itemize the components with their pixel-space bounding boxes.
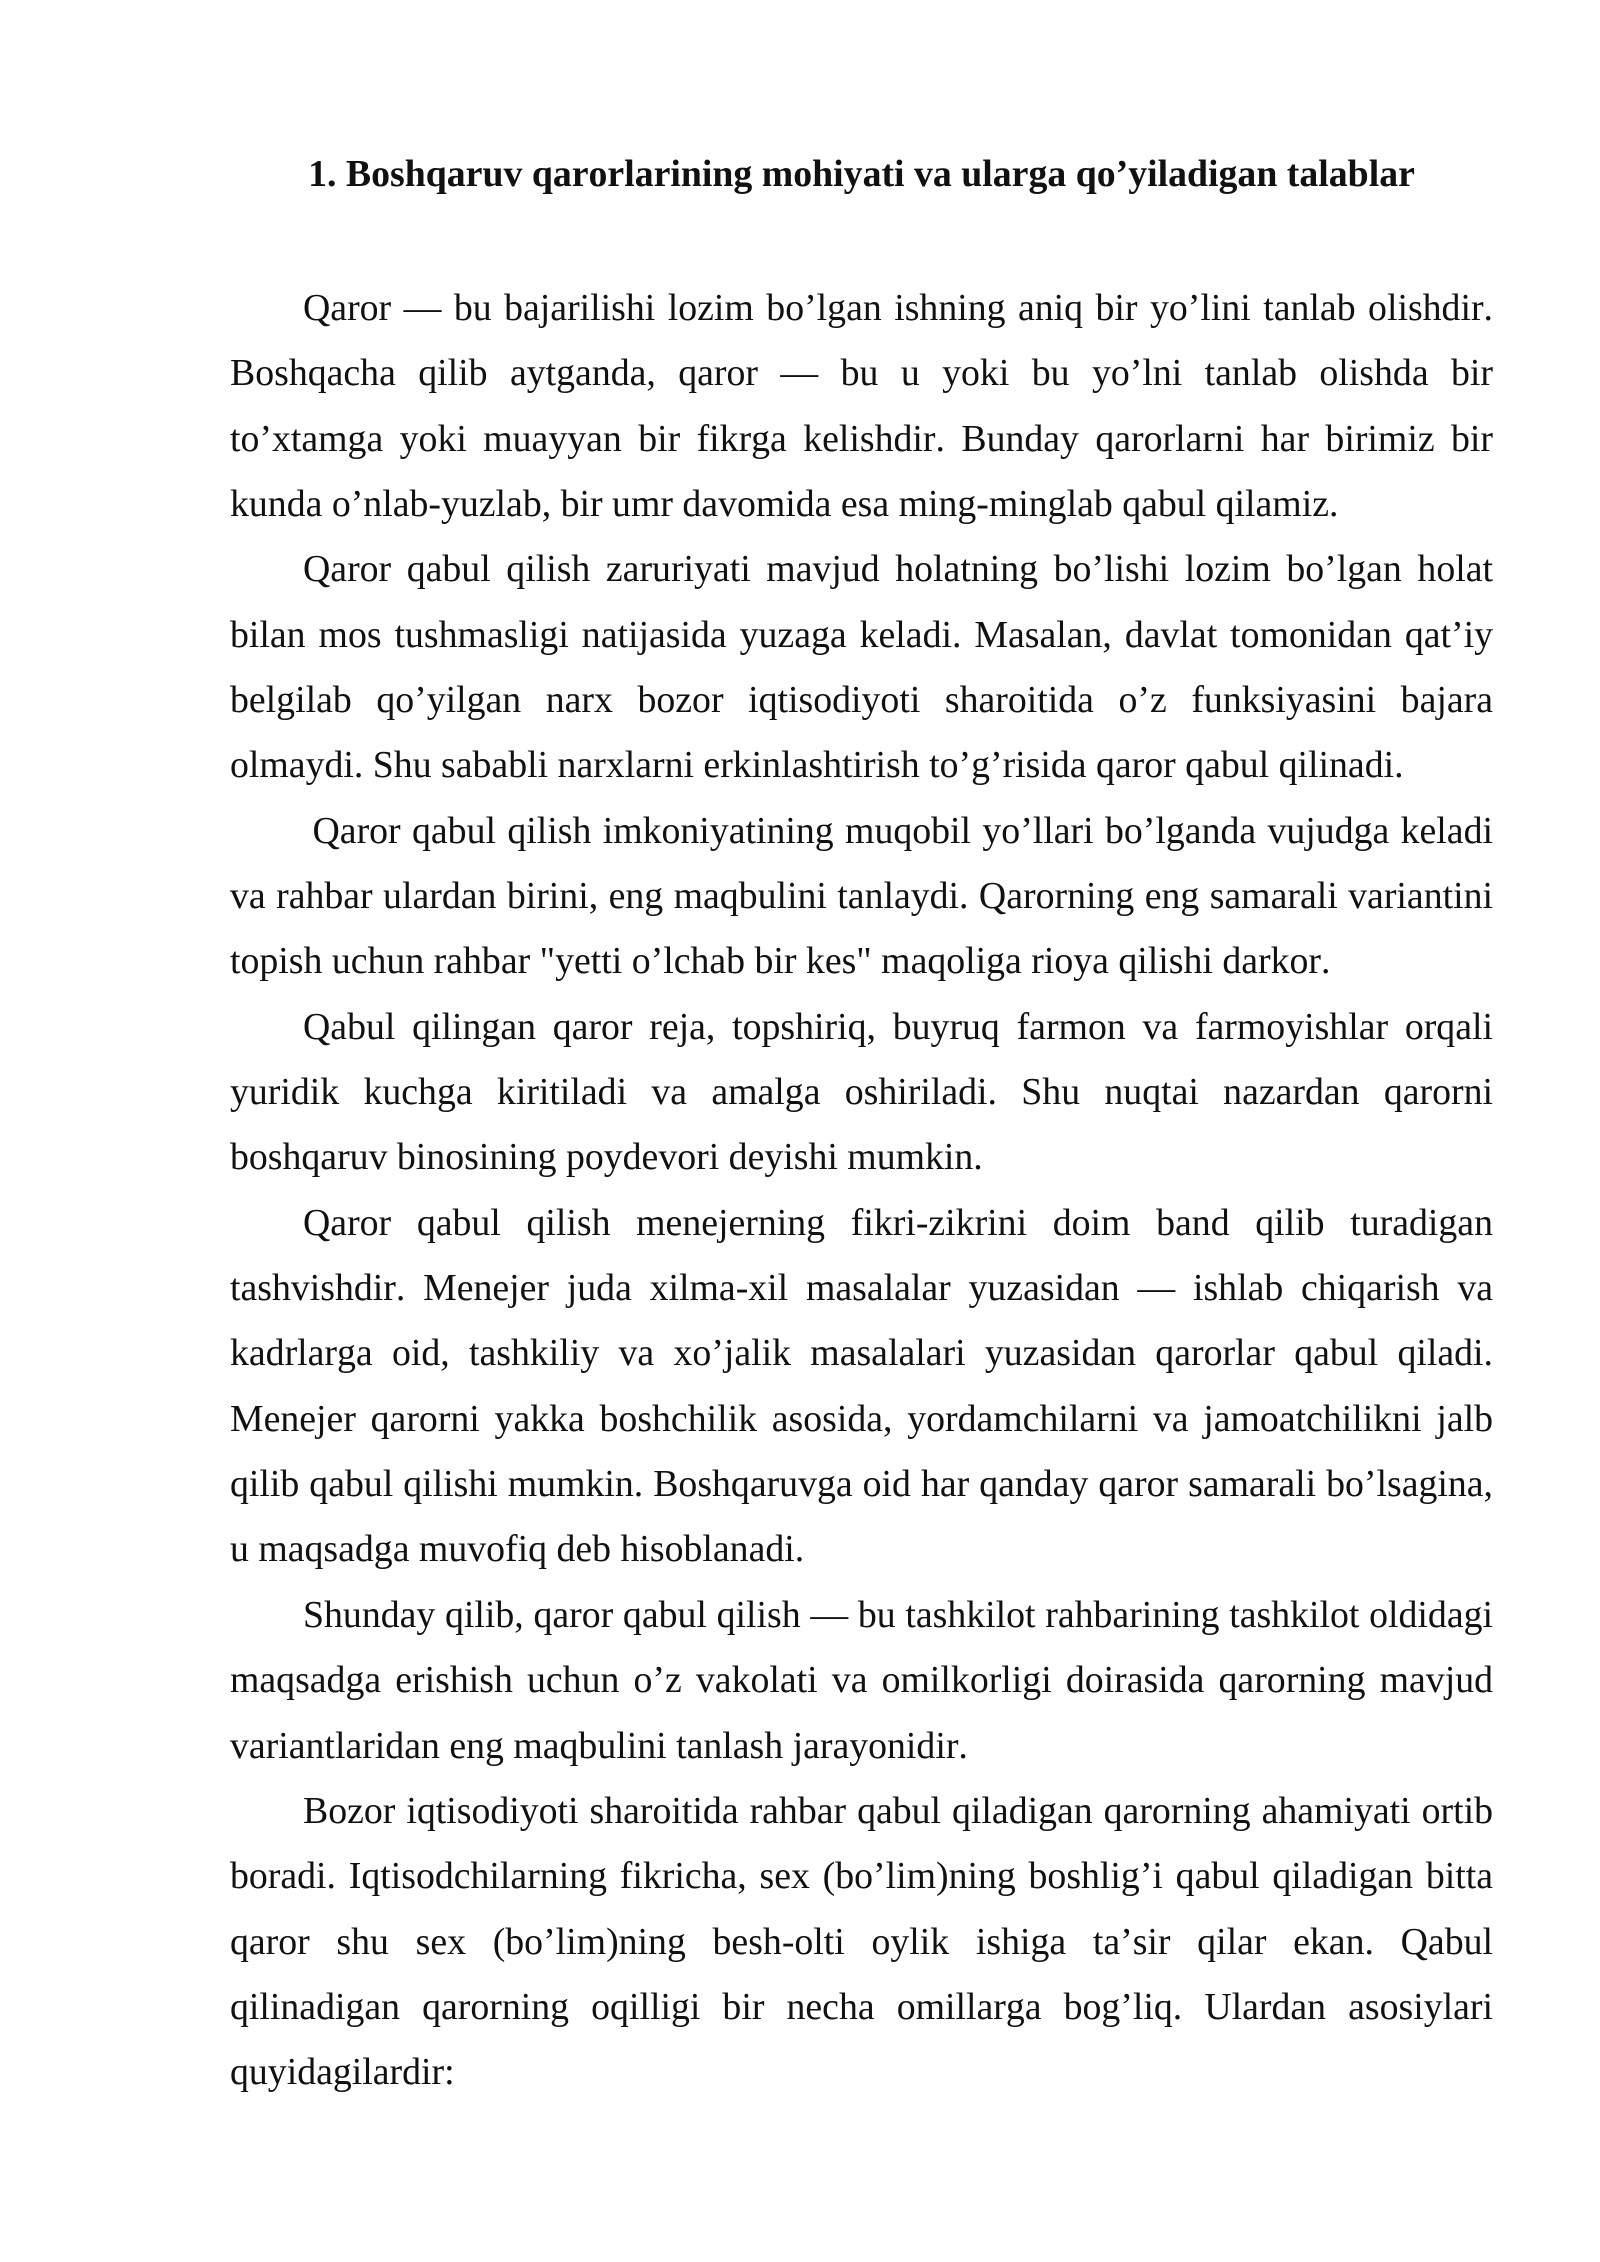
paragraph-5: Qaror qabul qilish menejerning fikri-zikrini doim band qilib turadigan tashvishdir. Menejer juda xilma-xil masalalar yuzasidan — ishlab chiqarish va kadrlarga oid, tashkiliy va xo’jalik masalalari yuzasidan qarorlar qabul qiladi. Menejer qarorni yakka boshchilik asosida, yordamchilarni va jamoatchilikni jalb qilib qabul qilishi mumkin. Boshqaruvga oid har qanday qaror samarali bo’lsagina, u maqsadga muvofiq deb hisoblanadi. (230, 1201, 1493, 1571)
section-title: 1. Boshqaruv qarorlarining mohiyati va ularga qo’yiladigan talablar (308, 153, 1415, 195)
paragraph-7: Bozor iqtisodiyoti sharoitida rahbar qabul qiladigan qarorning ahamiyati ortib boradi. Iqtisodchilarning fikricha, sex (bo’lim)ning boshlig’i qabul qiladigan bitta qaror shu sex (bo’lim)ning besh-olti oylik ishiga ta’sir qilar ekan. Qabul qilinadigan qarorning oqilligi bir necha omillarga bog’liq. Ulardan asosiylari quyidagilardir: (230, 1789, 1493, 2094)
paragraph-3: Qaror qabul qilish imkoniyatining muqobil yo’llari bo’lganda vujudga keladi va rahbar ulardan birini, eng maqbulini tanlaydi. Qarorning eng samarali variantini topish uchun rahbar "yetti o’lchab bir kes" maqoliga rioya qilishi darkor. (230, 809, 1493, 983)
paragraph-6: Shunday qilib, qaror qabul qilish — bu tashkilot rahbarining tashkilot oldidagi maqsadga erishish uchun o’z vakolati va omilkorligi doirasida qarorning mavjud variantlaridan eng maqbulini tanlash jarayonidir. (230, 1593, 1493, 1767)
paragraph-1: Qaror — bu bajarilishi lozim bo’lgan ishning aniq bir yo’lini tanlab olishdir. Boshqacha qilib aytganda, qaror — bu u yoki bu yo’lni tanlab olishda bir to’xtamga yoki muayyan bir fikrga kelishdir. Bunday qarorlarni har birimiz bir kunda o’nlab-yuzlab, bir umr davomida esa ming-minglab qabul qilamiz. (230, 286, 1493, 525)
paragraph-4: Qabul qilingan qaror reja, topshiriq, buyruq farmon va farmoyishlar orqali yuridik kuchga kiritiladi va amalga oshiriladi. Shu nuqtai nazardan qarorni boshqaruv binosining poydevori deyishi mumkin. (230, 1005, 1493, 1179)
paragraph-2: Qaror qabul qilish zaruriyati mavjud holatning bo’lishi lozim bo’lgan holat bilan mos tushmasligi natijasida yuzaga keladi. Masalan, davlat tomonidan qat’iy belgilab qo’yilgan narx bozor iqtisodiyoti sharoitida o’z funksiyasini bajara olmaydi. Shu sababli narxlarni erkinlashtirish to’g’risida qaror qabul qilinadi. (230, 548, 1493, 787)
document-body (230, 142, 1493, 2106)
